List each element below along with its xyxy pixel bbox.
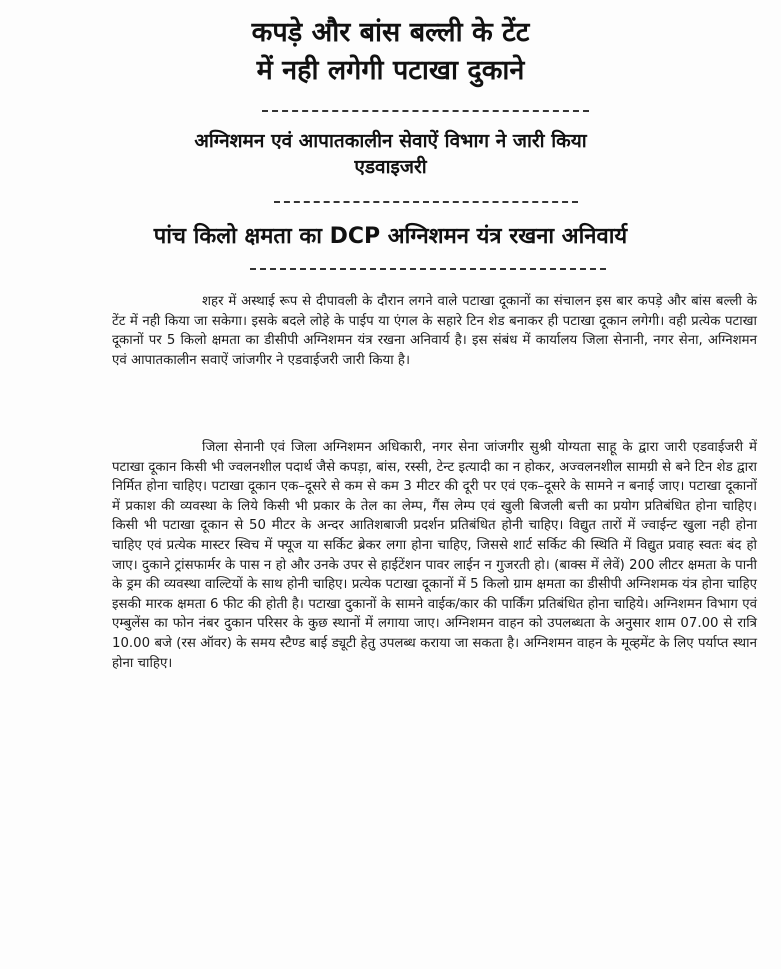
subheading-line-2: एडवाइजरी — [354, 156, 427, 178]
highlight-heading: पांच किलो क्षमता का DCP अग्निशमन यंत्र रखना अनिवार्य — [153, 224, 628, 249]
paragraph-1: शहर में अस्थाई रूप से दीपावली के दौरान लगने वाले पटाखा दूकानों का संचालन इस बार कपड़े और बांस बल्ली के टेंट में नही किया जा सकेगा। इसके बदले लोहे के पाईप या एंगल के सहारे टिन शेड बनाकर ही पटाखा दूकान लगेगी। वही प्रत्येक पटाखा दूकानों पर 5 किलो क्षमता का डीसीपी अग्निशमन यंत्र रखना अनिवार्य है। इस संबंध में कार्यालय जिला सेनानी, नगर सेना, अग्निशमन एवं आपातकालीन सवाऐं जांजगीर ने एडवाईजरी जारी किया है। — [112, 294, 757, 368]
divider-3 — [250, 268, 606, 270]
divider-1 — [262, 110, 589, 112]
headline-line-1: कपड़े और बांस बल्ली के टेंट — [251, 17, 530, 48]
headline — [0, 14, 781, 90]
divider-2 — [274, 201, 578, 203]
subheading-line-1: अग्निशमन एवं आपातकालीन सेवाऐं विभाग ने जारी किया — [194, 130, 587, 152]
headline-line-2: में नही लगेगी पटाखा दुकाने — [256, 55, 525, 86]
paragraph-2: जिला सेनानी एवं जिला अग्निशमन अधिकारी, नगर सेना जांजगीर सुश्री योग्यता साहू के द्वारा जारी एडवाईजरी में पटाखा दूकान किसी भी ज्वलनशील पदार्थ जैसे कपड़ा, बांस, रस्सी, टेन्ट इत्यादी का न होकर, अज्वलनशील सामग्री से बने टिन शेड द्वारा निर्मित होना चाहिए। पटाखा दूकान एक–दूसरे से कम से कम 3 मीटर की दूरी पर एवं एक–दूसरे के सामने न बनाई जाए। पटाखा दूकानों में प्रकाश की व्यवस्था के लिये किसी भी प्रकार के तेल का लेम्प, गैंस लेम्प एवं खुली बिजली बत्ती का प्रयोग प्रतिबंधित होना चाहिए। किसी भी पटाखा दूकान से 50 मीटर के अन्दर आतिशबाजी प्रदर्शन प्रतिबंधित होनी चाहिए। विद्युत तारों में ज्वाईन्ट खुला नही होना चाहिए एवं प्रत्येक मास्टर स्विच में फ्यूज या सर्किट ब्रेकर लगा होना चाहिए, जिससे शार्ट सर्किट की स्थिति में विद्युत प्रवाह स्वतः बंद हो जाए। दुकाने ट्रांसफार्मर के पास न हो और उनके उपर से हाईटेंशन पावर लाईन न गुजरती हो। (बाक्स में लेवें) 200 लीटर क्षमता के पानी के ड्रम की व्यवस्था वाल्टियों के साथ होनी चाहिए। प्रत्येक पटाखा दूकानों में 5 किलो ग्राम क्षमता का डीसीपी अग्निशमक यंत्र होना चाहिए इसकी मारक क्षमता 6 फीट की होती है। पटाखा दुकानों के सामने वाईक/कार की पार्किंग प्रतिबंधित होना चाहिये। अग्निशमन विभाग एवं एम्बुलेंस का फोन नंबर दुकान परिसर के कुछ स्थानों में लगाया जाए। अग्निशमन वाहन को उपलब्धता के अनुसार शाम 07.00 से रात्रि 10.00 बजे (रस ऑवर) के समय स्टैण्ड बाई ड्यूटी हेतु उपलब्ध कराया जा सकता है। अग्निशमन वाहन के मूव्हमेंट के लिए पर्याप्त स्थान होना चाहिए। — [112, 440, 757, 671]
subheading — [0, 128, 781, 180]
